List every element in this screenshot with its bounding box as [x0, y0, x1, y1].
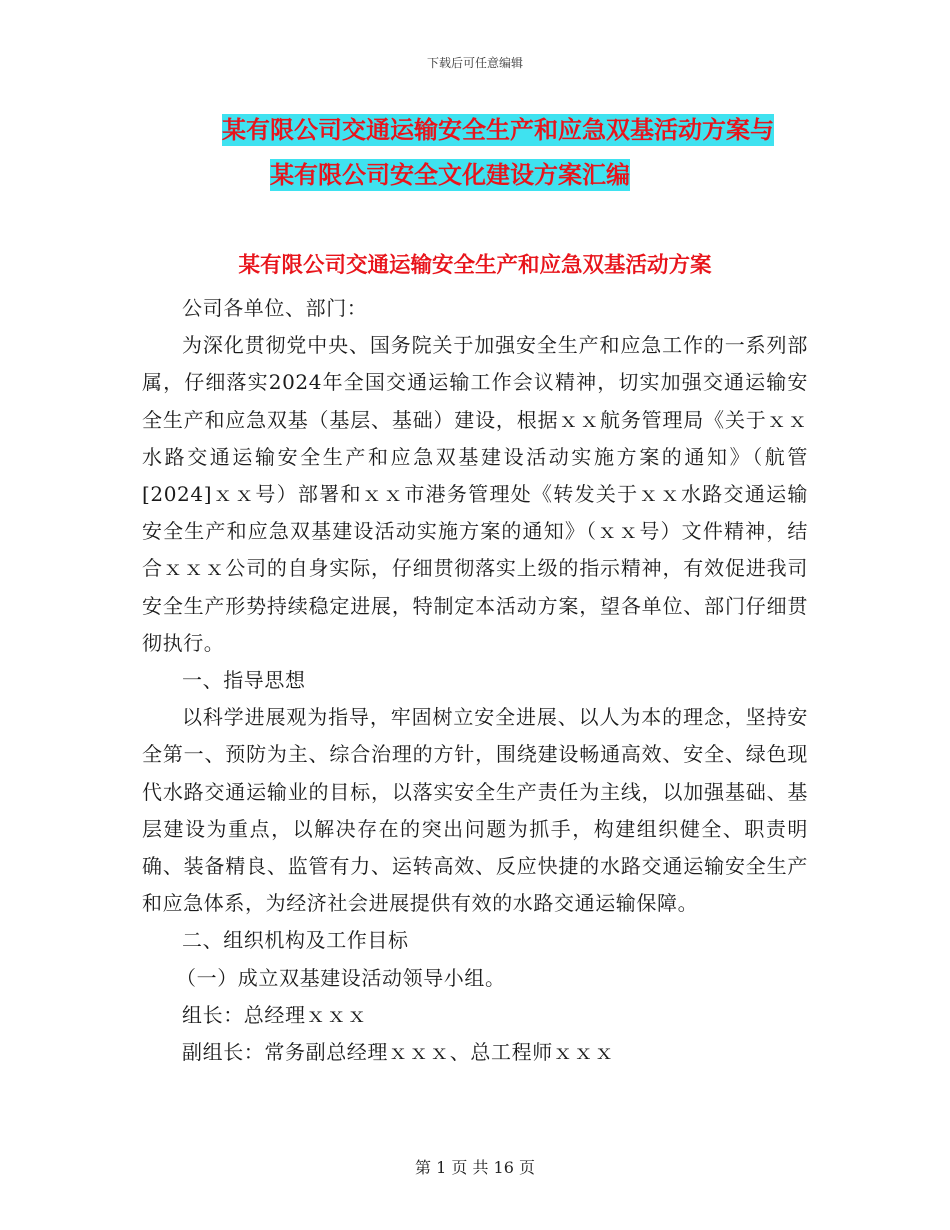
page-footer: 第 1 页 共 16 页 [415, 1158, 535, 1177]
main-title-line-2-text: 某有限公司安全文化建设方案汇编 [270, 161, 630, 189]
heading-guiding-thought: 一、指导思想 [182, 668, 306, 693]
section-title: 某有限公司交通运输安全生产和应急双基活动方案 [238, 253, 712, 278]
main-title-line-1-text: 某有限公司交通运输安全生产和应急双基活动方案与 [222, 116, 774, 144]
intro-paragraph: 为深化贯彻党中央、国务院关于加强安全生产和应急工作的一系列部属，仔细落实2024年全国交通运输工作会议精神，切实加强交通运输安全生产和应急双基（基层、基础）建设，根据ｘｘ航务管理局《关于ｘｘ水路交通运输安全生产和应急双基建设活动实施方案的通知》（航管[2024]ｘｘ号）部署和ｘｘ市港务管理处《转发关于ｘｘ水路交通运输安全生产和应急双基建设活动实施方案的通知》（ｘｘ号）文件精神，结合ｘｘｘ公司的自身实际，仔细贯彻落实上级的指示精神，有效促进我司安全生产形势持续稳定进展，特制定本活动方案，望各单位、部门仔细贯彻执行。 [142, 333, 808, 655]
group-leader-line: 组长：总经理ｘｘｘ [182, 1002, 368, 1027]
guiding-thought-paragraph: 以科学进展观为指导，牢固树立安全进展、以人为本的理念，坚持安全第一、预防为主、综合治理的方针，围绕建设畅通高效、安全、绿色现代水路交通运输业的目标，以落实安全生产责任为主线，以加强基础、基层建设为重点，以解决存在的突出问题为抓手，构建组织健全、职责明确、装备精良、监管有力、运转高效、反应快捷的水路交通运输安全生产和应急体系，为经济社会进展提供有效的水路交通运输保障。 [142, 705, 808, 916]
main-title [0, 108, 950, 198]
salutation-paragraph: 公司各单位、部门： [182, 296, 368, 320]
header-note: 下载后可任意编辑 [426, 56, 523, 70]
body-text [142, 290, 808, 1071]
heading-organization: 二、组织机构及工作目标 [182, 928, 409, 953]
subheading-leading-group: （一）成立双基建设活动领导小组。 [176, 965, 506, 990]
main-title-line-2 [0, 153, 950, 198]
deputy-leader-line: 副组长：常务副总经理ｘｘｘ、总工程师ｘｘｘ [182, 1040, 615, 1065]
main-title-line-1 [0, 108, 950, 153]
